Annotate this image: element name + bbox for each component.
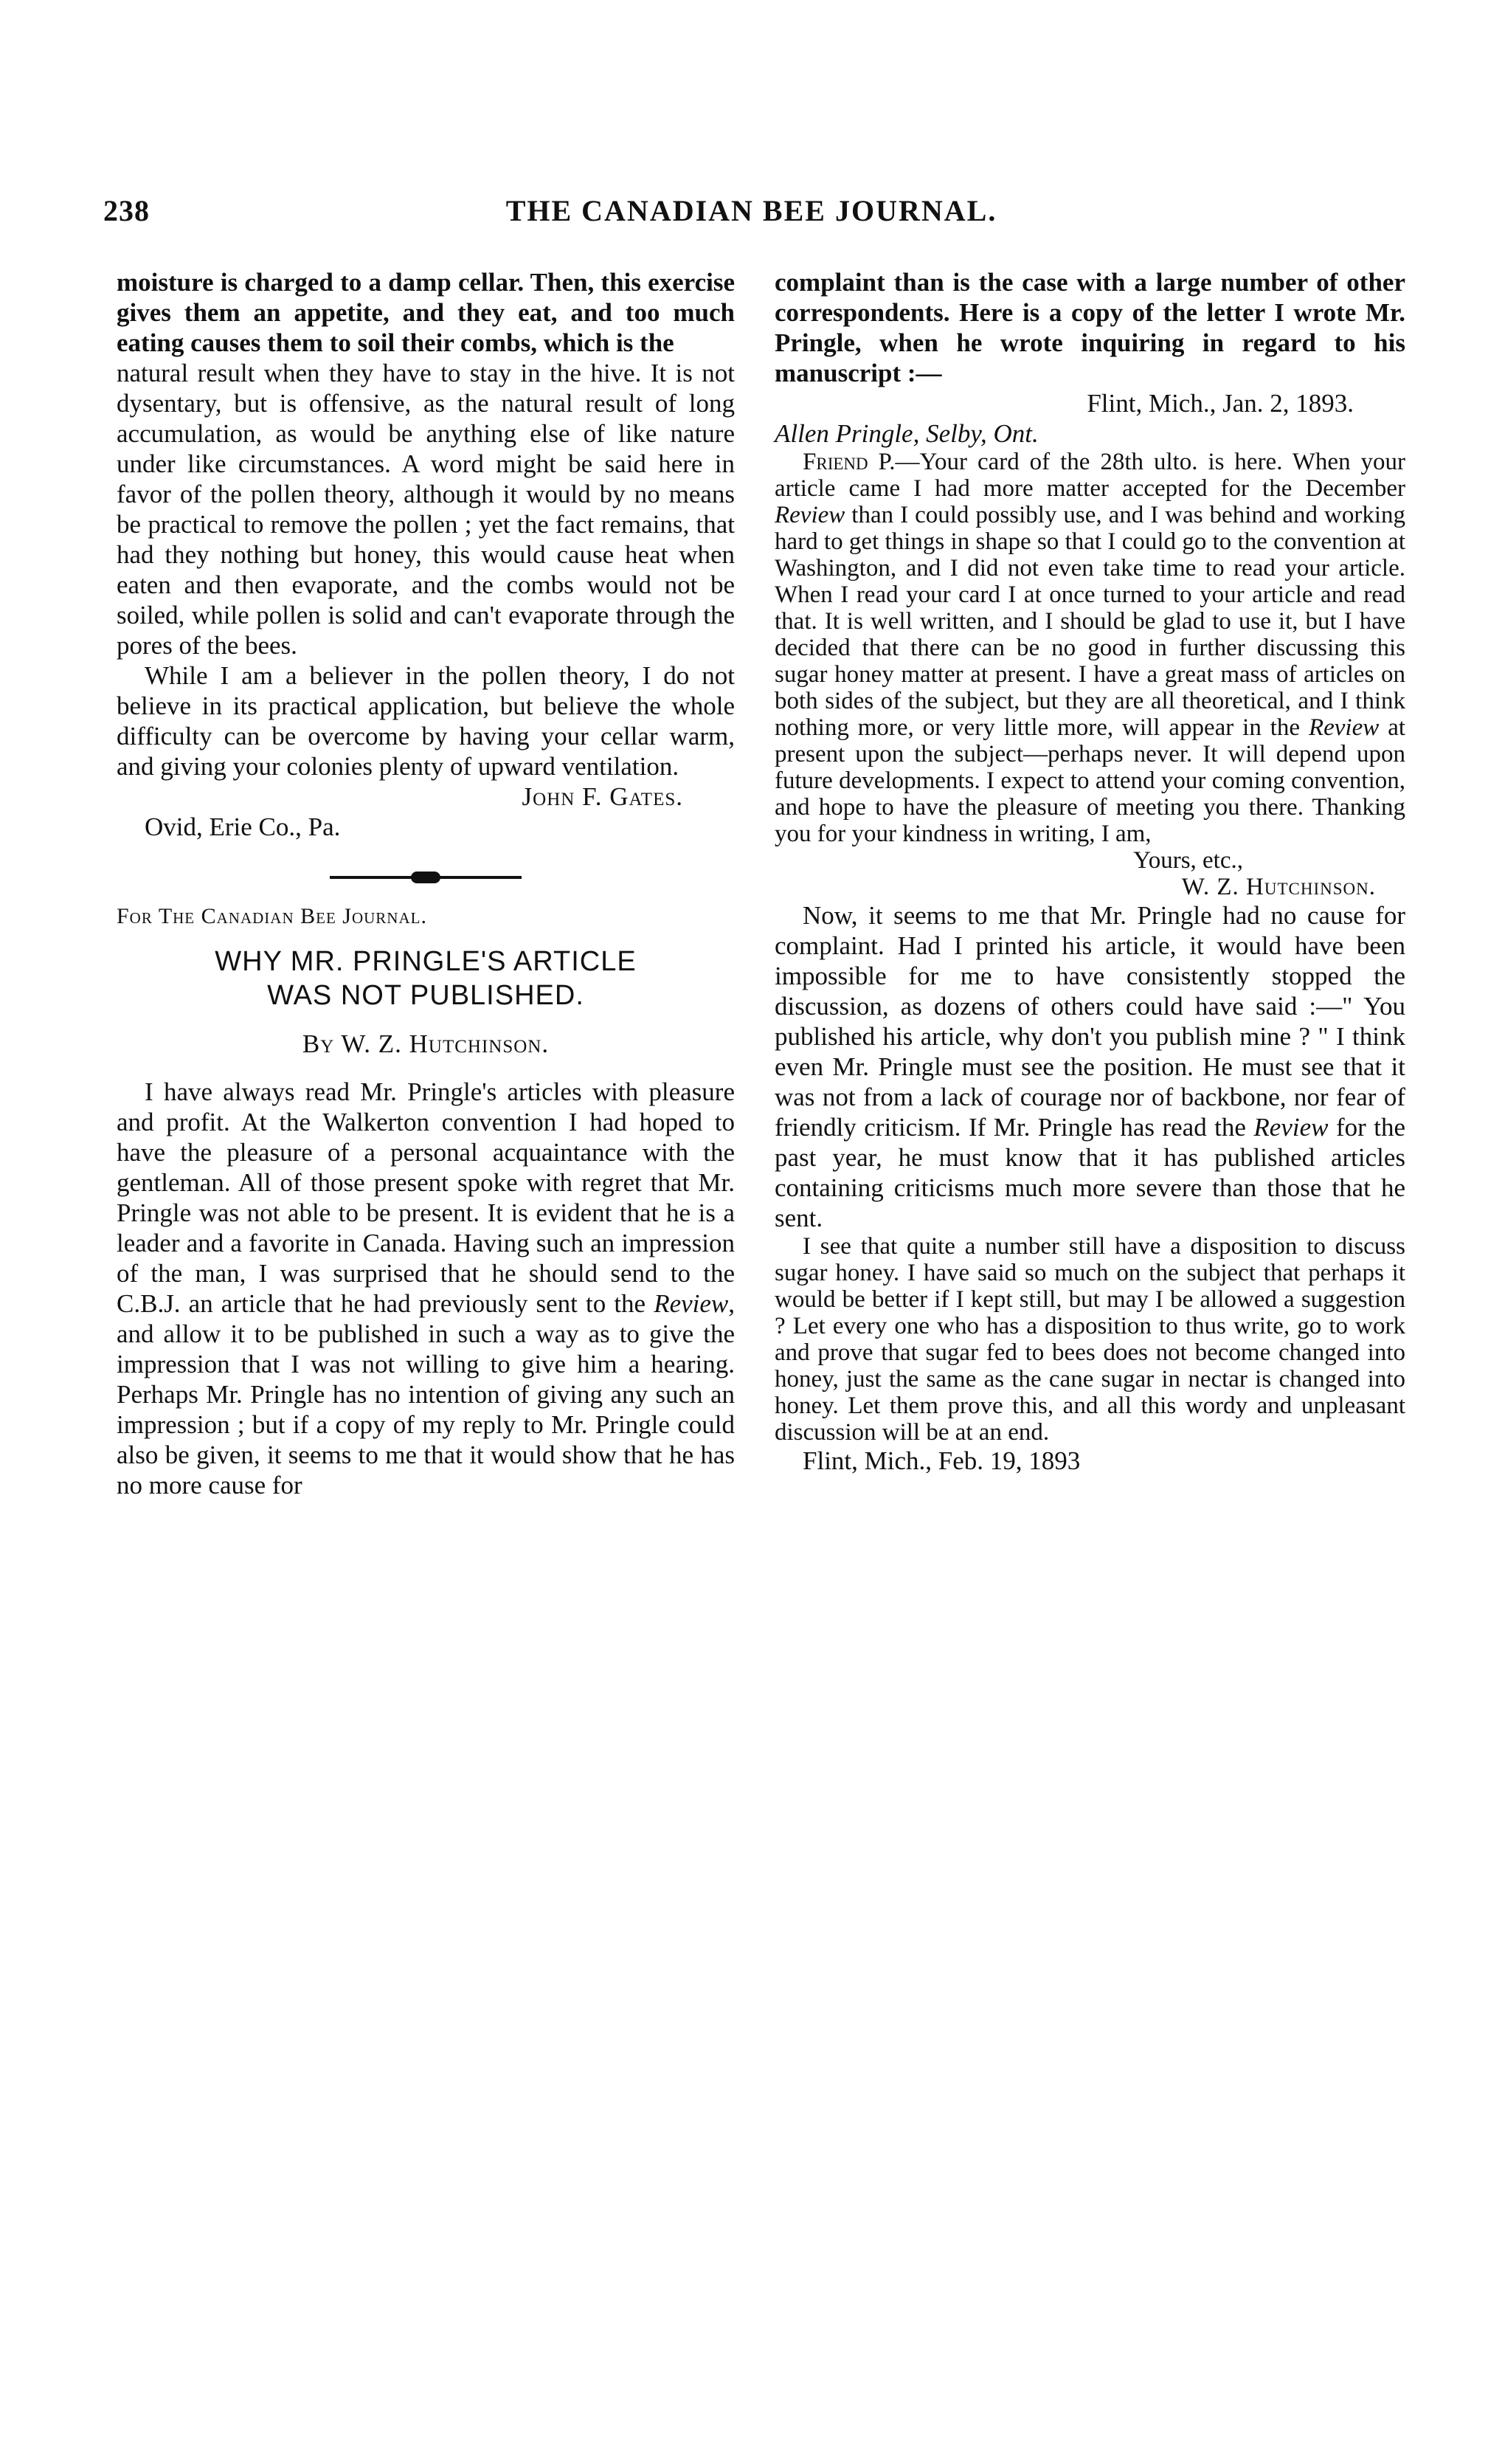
- continued-text-right: complaint than is the case with a large number of other correspondents. Here is a copy of the letter I wrote Mr. Pringle, when he wrote inquiring in regard to his manuscript :—: [775, 268, 1405, 387]
- page-header: [103, 193, 1399, 238]
- article-title: [117, 945, 735, 1012]
- final-paragraph: I see that quite a number still have a disposition to discuss sugar honey. I have said so much on the subject that perhaps it would be better if I kept still, but may I be allowed a suggestion ? Let every one who has a disposition to thus write, go to work and prove that sugar fed to bees does not become changed into honey, just the same as the cane sugar in nectar is changed into honey. Let them prove this, and all this wordy and unpleasant discussion will be at an end.: [775, 1233, 1405, 1446]
- left-column: [117, 267, 735, 1500]
- letter-review-1: Review: [775, 502, 845, 528]
- letter-opening: Friend P.: [803, 449, 896, 475]
- paragraph-no-cause-end: for the past year, he must know that it has published articles containing criticisms much more severe than those that he sent.: [775, 1113, 1405, 1232]
- for-journal-line: For The Canadian Bee Journal.: [117, 904, 427, 928]
- letter-date: Flint, Mich., Jan. 2, 1893.: [1087, 389, 1354, 418]
- section-divider: [330, 876, 522, 879]
- letter-review-2: Review: [1308, 714, 1380, 741]
- letter-body-3: at present upon the subject—perhaps never. It will depend upon future developments. I expect to attend your coming convention, and hope to have the pleasure of meeting you there. Thanking you for your kindness in writing, I am,: [775, 714, 1406, 847]
- article-paragraph-1: [117, 1077, 735, 1500]
- letter-addressee: [775, 418, 1405, 449]
- letter-body-2: than I could possibly use, and I was behind and working hard to get things in shape so that I could go to the convention at Washington, and I did not even take time to read your article. When I read your card I at once turned to your article and read that. It is well written, and I should be glad to use it, but I have decided that there can be no good in further discussing this sugar honey matter at present. I have a great mass of articles on both sides of the subject, but they are all theoretical, and I think nothing more, or very little more, will appear in the: [775, 502, 1405, 741]
- author-signature: John F. Gates.: [522, 782, 683, 811]
- page-number: 238: [103, 194, 150, 227]
- article-title-line-1: WHY MR. PRINGLE'S ARTICLE: [215, 946, 637, 977]
- journal-title: THE CANADIAN BEE JOURNAL.: [505, 194, 997, 227]
- paragraph-no-cause: [775, 900, 1405, 1233]
- right-column: [775, 267, 1405, 1476]
- addressee-name: Allen Pringle, Selby, Ont.: [775, 419, 1039, 448]
- article-paragraph-1-end: , and allow it to be published in such a way as to give the impression that I was not willing to give him a hearing. Perhaps Mr. Pringle has no intention of giving any such an impression ; but if a copy of my reply to Mr. Pringle could also be given, it seems to me that it would show that he has no more cause for: [117, 1289, 736, 1500]
- paragraph-pollen-theory: While I am a believer in the pollen theory, I do not believe in its practical application, but believe the whole difficulty can be overcome by having your cellar warm, and giving your colonies plenty of upward ventilation.: [117, 661, 735, 781]
- paragraph-no-cause-start: Now, it seems to me that Mr. Pringle had no cause for complaint. Had I printed his article, it would have been impossible for me to have consistently stopped the discussion, as dozens of others could have said :—" You published his article, why don't you publish mine ? " I think even Mr. Pringle must see the position. He must see that it was not from a lack of courage nor of backbone, nor fear of friendly criticism. If Mr. Pringle has read the: [775, 901, 1405, 1142]
- article-byline: By W. Z. Hutchinson.: [302, 1029, 550, 1058]
- continued-text: natural result when they have to stay in the hive. It is not dysentary, but is offensive, as the natural result of long accumulation, as would be anything else of like nature under like circumstances. A word might be said here in favor of the pollen theory, although it would by no means be practical to remove the pollen ; yet the fact remains, that had they nothing but honey, this would cause heat when eaten and then evaporate, and the combs would not be soiled, while pollen is solid and can't evaporate through the pores of the bees.: [117, 359, 735, 660]
- letter-body: [775, 449, 1405, 847]
- letter-salutation: Yours, etc.,: [1133, 847, 1243, 874]
- continued-text-bold: moisture is charged to a damp cellar. Then, this exercise gives them an appetite, and they eat, and too much eating causes them to soil their combs, which is the: [117, 268, 735, 357]
- closing-place-date: Flint, Mich., Feb. 19, 1893: [803, 1446, 1081, 1475]
- letter-body-1: —Your card of the 28th ulto. is here. When your article came I had more matter accepted for the December: [775, 449, 1406, 502]
- article-title-line-2: WAS NOT PUBLISHED.: [267, 980, 584, 1011]
- article-paragraph-1-start: I have always read Mr. Pringle's articles with pleasure and profit. At the Walkerton convention I had hoped to have the pleasure of a personal acquaintance with the gentleman. All of those present spoke with regret that Mr. Pringle was not able to be present. It is evident that he is a leader and a favorite in Canada. Having such an impression of the man, I was surprised that he should send to the C.B.J. an article that he had previously sent to the: [117, 1077, 735, 1318]
- letter-signature: W. Z. Hutchinson.: [1181, 874, 1376, 900]
- review-title: Review: [654, 1289, 729, 1318]
- author-location: Ovid, Erie Co., Pa.: [145, 812, 341, 841]
- paragraph-review: Review: [1253, 1113, 1329, 1142]
